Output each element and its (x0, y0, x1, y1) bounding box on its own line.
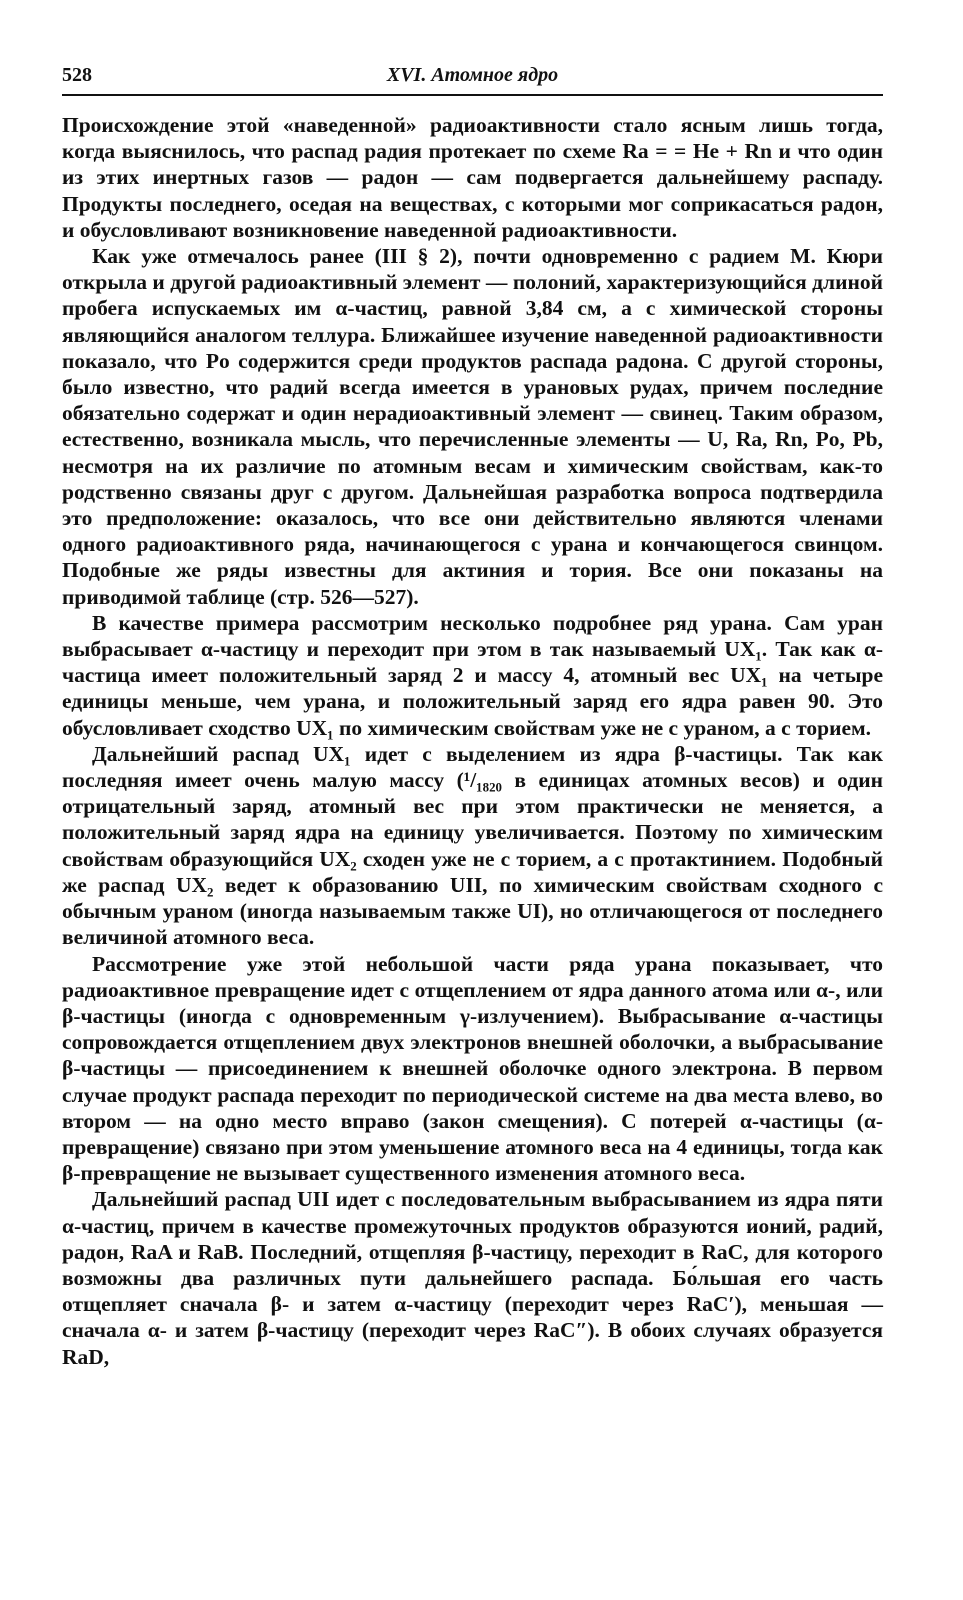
page-number: 528 (62, 64, 92, 86)
body-text (62, 112, 883, 1370)
paragraph: Дальнейший распад UII идет с последовательным выбрасыванием из ядра пяти α-частиц, причем в качестве промежуточных продуктов образуются ионий, радий, радон, RaA и RaB. Последний, отщепляя β-частицу, переходит в RaC, для которого возможны два различных пути дальнейшего распада. Бо́льшая его часть отщепляет сначала β- и затем α-частицу (переходит через RaC′), меньшая — сначала α- и затем β-частицу (переходит через RaC″). В обоих случаях образуется RaD, (62, 1187, 883, 1369)
paragraph: Происхождение этой «наведенной» радиоактивности стало ясным лишь тогда, когда выяснилось, что распад радия протекает по схеме Ra = = He + Rn и что один из этих инертных газов — радон — сам подвергается дальнейшему распаду. Продукты последнего, оседая на веществах, с которыми мог соприкасаться радон, и обусловливают возникновение наведенной радиоактивности. (62, 113, 883, 242)
paragraph: Как уже отмечалось ранее (III § 2), почти одновременно с радием М. Кюри открыла и другой радиоактивный элемент — полоний, характеризующийся длиной пробега испускаемых им α-частиц, равной 3,84 см, а с химической стороны являющийся аналогом теллура. Ближайшее изучение наведенной радиоактивности показало, что Po содержится среди продуктов распада радона. С другой стороны, было известно, что радий всегда имеется в урановых рудах, причем последние обязательно содержат и один нерадиоактивный элемент — свинец. Таким образом, естественно, возникала мысль, что перечисленные элементы — U, Ra, Rn, Po, Pb, несмотря на их различие по атомным весам и химическим свойствам, как-то родственно связаны друг с другом. Дальнейшая разработка вопроса подтвердила это предположение: оказалось, что все они действительно являются членами одного радиоактивного ряда, начинающегося с урана и кончающегося свинцом. Подобные же ряды известны для актиния и тория. Все они показаны на приводимой таблице (стр. 526—527). (62, 244, 883, 609)
paragraph: Рассмотрение уже этой небольшой части ряда урана показывает, что радиоактивное превращение идет с отщеплением от ядра данного атома или α-, или β-частицы (иногда с одновременным γ-излучением). Выбрасывание α-частицы сопровождается отщеплением двух электронов внешней оболочки, а выбрасывание β-частицы — присоединением к внешней оболочке одного электрона. В первом случае продукт распада переходит по периодической системе на два места влево, во втором — на одно место вправо (закон смещения). С потерей α-частицы (α-превращение) связано при этом уменьшение атомного веса на 4 единицы, тогда как β-превращение не вызывает существенного изменения атомного веса. (62, 951, 883, 1186)
paragraph: В качестве примера рассмотрим несколько подробнее ряд урана. Сам уран выбрасывает α-частицу и переходит при этом в так называемый UX₁. Так как α-частица имеет положительный заряд 2 и массу 4, атомный вес UX₁ на четыре единицы меньше, чем урана, и положительный заряд его ядра равен 90. Это обусловливает сходство UX₁ по химическим свойствам уже не с ураном, а с торием. (62, 610, 883, 740)
book-page (62, 60, 883, 1370)
page-header (62, 60, 883, 96)
running-title: XVI. Атомное ядро (386, 64, 559, 86)
paragraph: Дальнейший распад UX₁ идет с выделением из ядра β-частицы. Так как последняя имеет очень малую массу (¹/₁₈₂₀ в единицах атомных весов) и один отрицательный заряд, атомный вес при этом практически не меняется, а положительный заряд ядра на единицу увеличивается. Поэтому по химическим свойствам образующийся UX₂ сходен уже не с торием, а с протактинием. Подобный же распад UX₂ ведет к образованию UII, по химическим свойствам сходного с обычным ураном (иногда называемым также UI), но отличающегося от последнего величиной атомного веса. (62, 741, 883, 950)
